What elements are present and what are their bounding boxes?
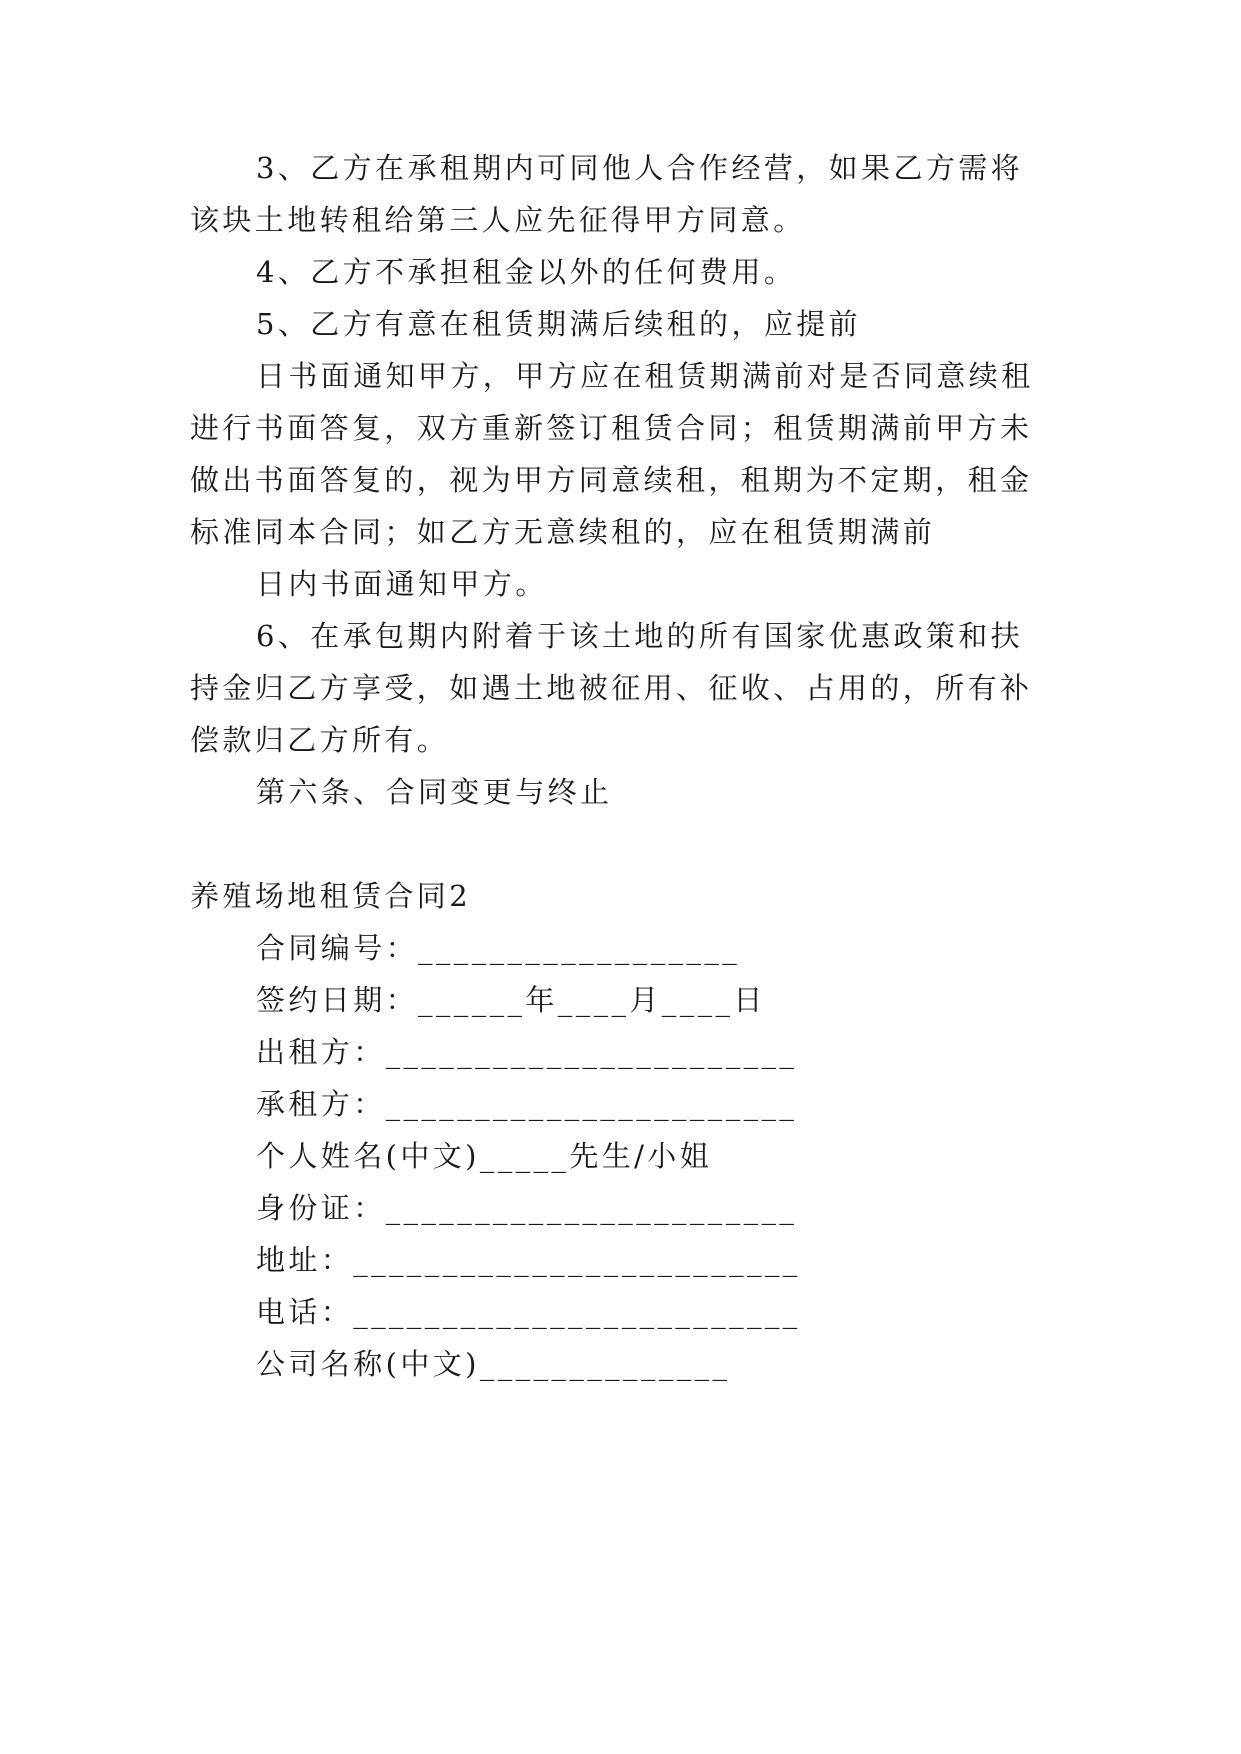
contract-number-field: 合同编号：__________________ bbox=[256, 931, 741, 965]
clause-5-line-6: 日内书面通知甲方。 bbox=[256, 567, 548, 601]
phone-field: 电话：_________________________ bbox=[256, 1295, 801, 1329]
clause-6-line-2: 持金归乙方享受，如遇土地被征用、征收、占用的，所有补 bbox=[190, 671, 1033, 705]
personal-name-field: 个人姓名(中文)_____先生/小姐 bbox=[256, 1139, 713, 1173]
id-card-field: 身份证：_______________________ bbox=[256, 1191, 798, 1225]
article-6-heading: 第六条、合同变更与终止 bbox=[256, 775, 613, 809]
clause-3-line-2: 该块土地转租给第三人应先征得甲方同意。 bbox=[190, 203, 806, 237]
address-field: 地址：_________________________ bbox=[256, 1243, 801, 1277]
lessor-field: 出租方：_______________________ bbox=[256, 1035, 798, 1069]
clause-5-line-5: 标准同本合同；如乙方无意续租的，应在租赁期满前 bbox=[190, 515, 936, 549]
clause-6-line-3: 偿款归乙方所有。 bbox=[190, 723, 450, 757]
lessee-field: 承租方：_______________________ bbox=[256, 1087, 798, 1121]
clause-5-line-4: 做出书面答复的，视为甲方同意续租，租期为不定期，租金 bbox=[190, 463, 1033, 497]
clause-5-line-3: 进行书面答复，双方重新签订租赁合同；租赁期满前甲方未 bbox=[190, 411, 1033, 445]
clause-5-line-2: 日书面通知甲方，甲方应在租赁期满前对是否同意续租 bbox=[256, 359, 1034, 393]
clause-3-line-1: 3、乙方在承租期内可同他人合作经营，如果乙方需将 bbox=[256, 151, 1024, 185]
contract-2-title: 养殖场地租赁合同2 bbox=[190, 879, 472, 913]
clause-6-line-1: 6、在承包期内附着于该土地的所有国家优惠政策和扶 bbox=[256, 619, 1024, 653]
company-name-field: 公司名称(中文)______________ bbox=[256, 1347, 731, 1381]
sign-date-field: 签约日期：______年____月____日 bbox=[256, 983, 766, 1017]
clause-5-line-1: 5、乙方有意在租赁期满后续租的，应提前 bbox=[256, 307, 862, 341]
clause-4: 4、乙方不承担租金以外的任何费用。 bbox=[256, 255, 797, 289]
